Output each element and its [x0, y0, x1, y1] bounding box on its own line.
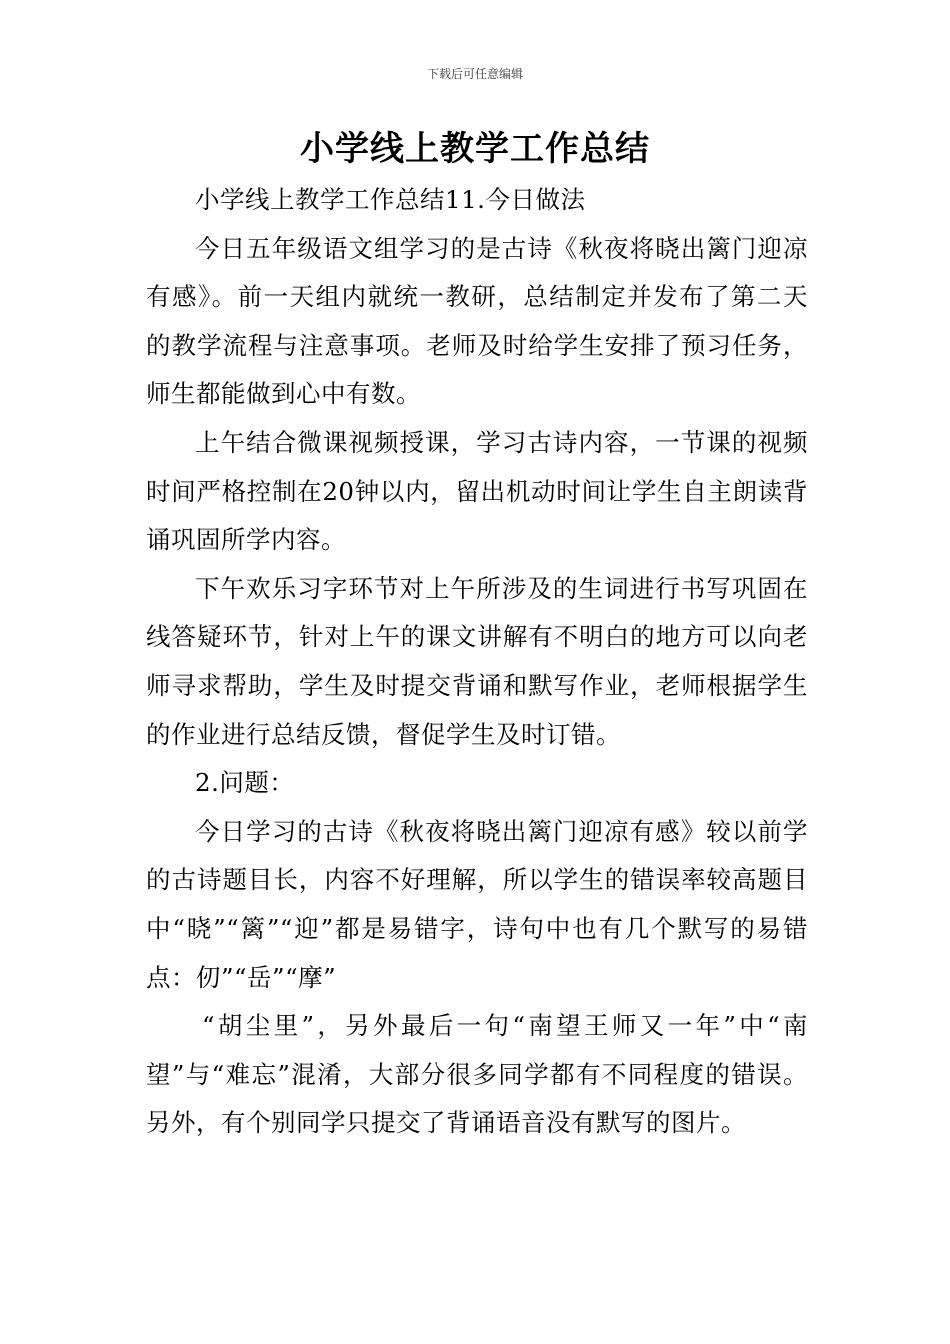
header-note: 下载后可任意编辑	[426, 67, 523, 81]
body-paragraph: “胡尘里”，另外最后一句“南望王师又一年”中“南望”与“难忘”混淆，大部分很多同学都有不同程度的错误。另外，有个别同学只提交了背诵语音没有默写的图片。	[146, 1011, 808, 1138]
body-paragraph: 今日学习的古诗《秋夜将晓出篱门迎凉有感》较以前学的古诗题目长，内容不好理解，所以学生的错误率较高题目中“晓”“篱”“迎”都是易错字，诗句中也有几个默写的易错点：仞”“岳”“摩”	[146, 816, 808, 992]
section-heading: 2.问题：	[195, 768, 295, 798]
document-title: 小学线上教学工作总结	[300, 129, 650, 169]
body-paragraph: 今日五年级语文组学习的是古诗《秋夜将晓出篱门迎凉有感》。前一天组内就统一教研，总结制定并发布了第二天的教学流程与注意事项。老师及时给学生安排了预习任务，师生都能做到心中有数。	[146, 233, 808, 409]
document-body	[146, 176, 808, 1148]
body-paragraph: 下午欢乐习字环节对上午所涉及的生词进行书写巩固在线答疑环节，针对上午的课文讲解有不明白的地方可以向老师寻求帮助，学生及时提交背诵和默写作业，老师根据学生的作业进行总结反馈，督促学生及时订错。	[146, 573, 808, 749]
subtitle-paragraph: 小学线上教学工作总结11.今日做法	[195, 185, 586, 214]
body-paragraph: 上午结合微课视频授课，学习古诗内容，一节课的视频时间严格控制在20钟以内，留出机动时间让学生自主朗读背诵巩固所学内容。	[146, 427, 808, 555]
